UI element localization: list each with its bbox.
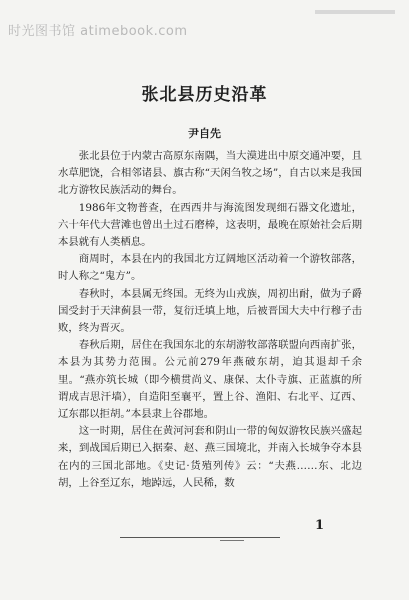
paragraph: 商周时，本县在内的我国北方辽阔地区活动着一个游牧部落，时人称之“鬼方”。 xyxy=(58,253,362,283)
scan-mark xyxy=(315,10,395,14)
paragraph: 张北县位于内蒙古高原东南隅，当大漠进出中原交通冲要，且水草肥饶，合相邻诸县、旗古称“天闲刍牧之场”，自古以来是我国北方游牧民族活动的舞台。 xyxy=(58,150,362,197)
paragraph: 这一时期，居住在黄河河套和阴山一带的匈奴游牧民族兴盛起来，到战国后期已入据秦、赵、燕三国境北，并南入长城争夺本县在内的三国北部地。《史记·货殖列传》云：“夫燕……东、北边胡，上谷至辽东，地踔远，人民稀，数 xyxy=(58,425,362,489)
author-name: 尹自先 xyxy=(188,127,221,140)
paragraph: 1986年文物普查，在西西井与海流图发现细石器文化遗址，六十年代大营滩也曾出土过石磨棒，这表明，最晚在原始社会后期本县就有人类栖息。 xyxy=(58,201,362,249)
footer-rule-short xyxy=(220,540,244,541)
paragraph: 春秋后期，居住在我国东北的东胡游牧部落联盟向西南扩张，本县为其势力范围。公元前279年燕破东胡，迫其退却千余里。“燕亦筑长城（即今横贯尚义、康保、太仆寺旗、正蓝旗的所谓成吉思汗墙），自造阳至襄平，置上谷、渔阳、右北平、辽西、辽东郡以拒胡。”本县隶上谷郡地。 xyxy=(58,339,362,421)
paragraph: 春秋时，本县属无终国。无终为山戎族，周初出耐，做为子爵国受封于天津蓟县一带，复衍迁填上地，后被晋国大夫中行穆子击败，终为晋灭。 xyxy=(58,287,362,335)
page-title: 张北县历史沿革 xyxy=(141,85,268,105)
watermark: 时光图书馆 atimebook.com xyxy=(8,24,188,39)
body-text xyxy=(58,148,362,492)
footer-rule xyxy=(120,537,280,538)
page-number: 1 xyxy=(315,518,325,533)
